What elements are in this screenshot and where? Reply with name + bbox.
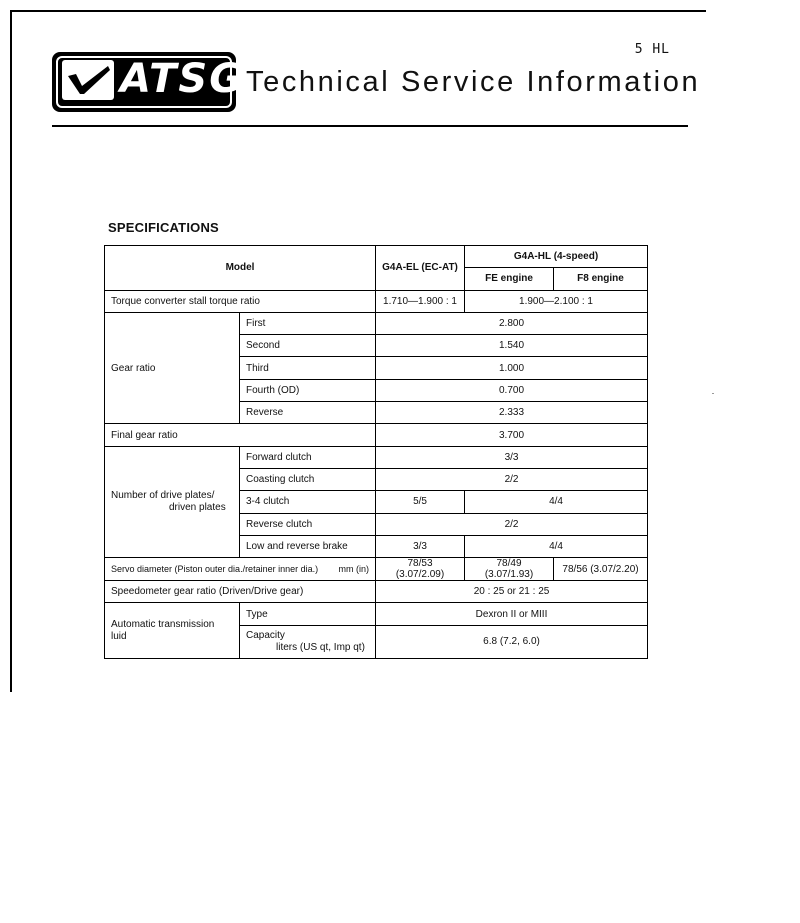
atf-type-label: Type [240, 603, 376, 625]
servo-fe: 78/49 (3.07/1.93) [465, 558, 554, 581]
plate-name: Forward clutch [240, 446, 376, 468]
plate-value-hl: 4/4 [465, 535, 648, 557]
table-header-row [105, 246, 648, 268]
page-code: 5 HL [634, 42, 670, 57]
gear-name: First [240, 312, 376, 334]
servo-label-cell [105, 558, 376, 581]
table-row [105, 446, 648, 468]
atf-capacity-label [240, 625, 376, 658]
header-rule [52, 125, 688, 127]
table-row [105, 581, 648, 603]
plate-value-el: 5/5 [376, 491, 465, 513]
servo-unit: mm (in) [338, 564, 370, 575]
gear-name: Third [240, 357, 376, 379]
capacity-line2: liters (US qt, Imp qt) [276, 641, 365, 653]
capacity-line1: Capacity [246, 629, 285, 641]
atf-capacity-value: 6.8 (7.2, 6.0) [376, 625, 648, 658]
speedo-value: 20 : 25 or 21 : 25 [376, 581, 648, 603]
servo-f8: 78/56 (3.07/2.20) [554, 558, 648, 581]
gear-name: Second [240, 335, 376, 357]
gear-name: Reverse [240, 402, 376, 424]
atf-type-value: Dexron II or MIII [376, 603, 648, 625]
gear-value: 2.800 [376, 312, 648, 334]
table-row [105, 312, 648, 334]
servo-el: 78/53 (3.07/2.09) [376, 558, 465, 581]
atf-label-line1: Automatic transmission [111, 618, 215, 630]
plate-value: 2/2 [376, 468, 648, 490]
plate-name: Coasting clutch [240, 468, 376, 490]
gear-ratio-label: Gear ratio [105, 312, 240, 423]
section-title: SPECIFICATIONS [108, 220, 219, 235]
final-gear-value: 3.700 [376, 424, 648, 446]
header-f8-engine: F8 engine [554, 268, 648, 290]
gear-value: 2.333 [376, 402, 648, 424]
plate-name: Reverse clutch [240, 513, 376, 535]
atsg-logo [52, 52, 245, 112]
torque-label: Torque converter stall torque ratio [105, 290, 376, 312]
plates-label [105, 446, 240, 557]
plate-value: 2/2 [376, 513, 648, 535]
header-g4a-el: G4A-EL (EC-AT) [376, 246, 465, 291]
plates-label-line2: driven plates [169, 501, 226, 513]
plate-name: Low and reverse brake [240, 535, 376, 557]
table-row [105, 424, 648, 446]
header-fe-engine: FE engine [465, 268, 554, 290]
final-gear-label: Final gear ratio [105, 424, 376, 446]
header-title: Technical Service Information [246, 66, 701, 98]
servo-label: Servo diameter (Piston outer dia./retainer inner dia.) [111, 564, 319, 575]
plate-name: 3-4 clutch [240, 491, 376, 513]
plate-value: 3/3 [376, 446, 648, 468]
table-row [105, 558, 648, 581]
torque-el: 1.710—1.900 : 1 [376, 290, 465, 312]
gear-value: 1.000 [376, 357, 648, 379]
plate-value-el: 3/3 [376, 535, 465, 557]
plate-value-hl: 4/4 [465, 491, 648, 513]
specifications-table [104, 245, 648, 659]
gear-value: 1.540 [376, 335, 648, 357]
table-row [105, 603, 648, 625]
logo-text: ATSG [120, 56, 245, 102]
atf-label [105, 603, 240, 658]
left-border-rule [10, 12, 12, 692]
speedo-label: Speedometer gear ratio (Driven/Drive gear) [105, 581, 376, 603]
gear-value: 0.700 [376, 379, 648, 401]
gear-name: Fourth (OD) [240, 379, 376, 401]
atf-label-line2: luid [111, 630, 127, 642]
table-row [105, 290, 648, 312]
plates-label-line1: Number of drive plates/ [111, 489, 215, 501]
top-border-rule [10, 10, 706, 12]
header-g4a-hl: G4A-HL (4-speed) [465, 246, 648, 268]
header-model: Model [105, 246, 376, 291]
torque-hl: 1.900—2.100 : 1 [465, 290, 648, 312]
checkmark-logo-icon [62, 60, 114, 100]
scan-speck [712, 393, 714, 394]
